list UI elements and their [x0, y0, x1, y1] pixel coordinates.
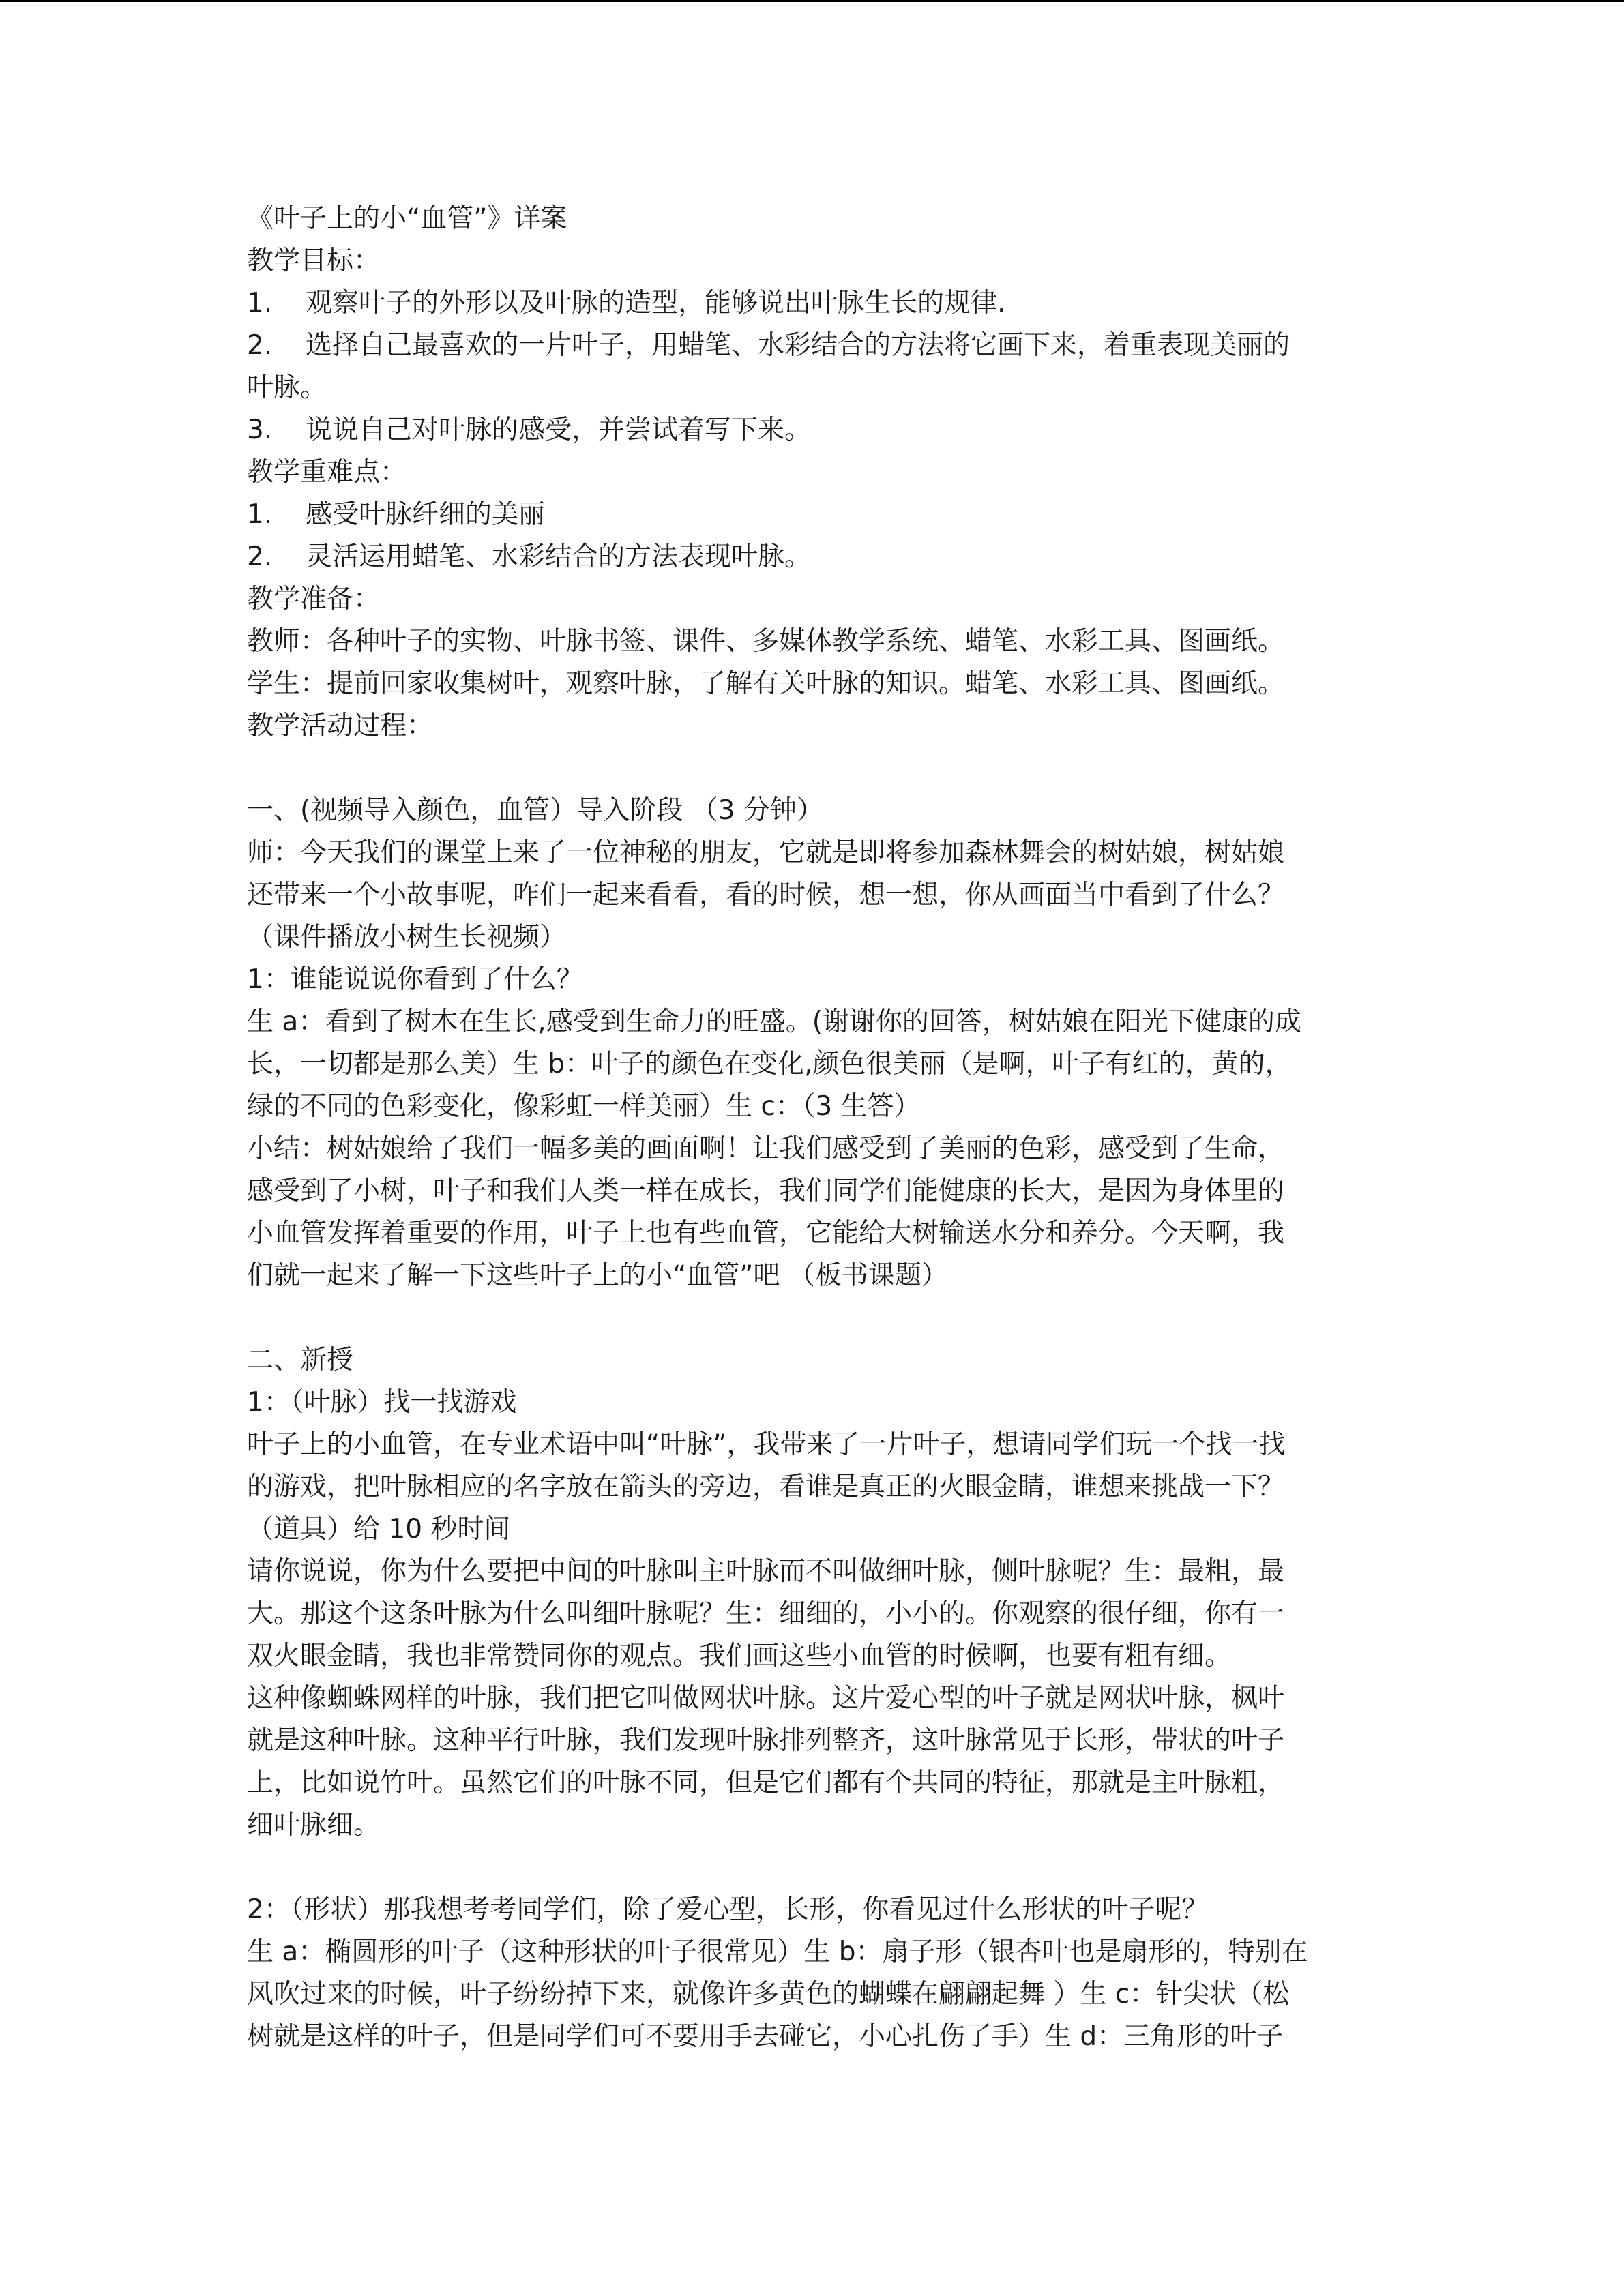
section2-line: 双火眼金睛，我也非常赞同你的观点。我们画这些小血管的时候啊，也要有粗有细。 [247, 1641, 1232, 1671]
keypoint-item [247, 494, 1379, 536]
process-heading: 教学活动过程： [247, 711, 434, 741]
section1-line: 1：谁能说说你看到了什么？ [247, 964, 583, 995]
section3-line: 生 a：椭圆形的叶子（这种形状的叶子很常见）生 b：扇子形（银杏叶也是扇形的，特别在 [247, 1937, 1308, 1967]
document-body [247, 198, 1379, 2058]
objective-item [247, 409, 1379, 451]
section2-line: 细叶脉细。 [247, 1810, 381, 1840]
keypoint-text: 感受叶脉纤细的美丽 [306, 499, 546, 530]
section2-line: 上，比如说竹叶。虽然它们的叶脉不同，但是它们都有个共同的特征，那就是主叶脉粗， [247, 1768, 1285, 1798]
page-top-border [0, 0, 1624, 2]
section2-line: 大。那这个这条叶脉为什么叫细叶脉呢？生：细细的，小小的。你观察的很仔细，你有一 [247, 1598, 1285, 1629]
document-title: 《叶子上的小“血管”》详案 [247, 203, 567, 234]
objectives-heading: 教学目标： [247, 245, 381, 276]
section1-line: 们就一起来了解一下这些叶子上的小“血管”吧 （板书课题） [247, 1260, 948, 1291]
section1-line: 一、(视频导入颜色，血管）导入阶段 （3 分钟） [247, 795, 823, 826]
keypoint-text: 灵活运用蜡笔、水彩结合的方法表现叶脉。 [306, 541, 812, 572]
section1-line: 生 a：看到了树木在生长,感受到生命力的旺盛。(谢谢你的回答，树姑娘在阳光下健康的成 [247, 1007, 1301, 1037]
section1-line: 师：今天我们的课堂上来了一位神秘的朋友，它就是即将参加森林舞会的树姑娘，树姑娘 [247, 837, 1285, 868]
section2-line: 的游戏，把叶脉相应的名字放在箭头的旁边，看谁是真正的火眼金睛，谁想来挑战一下？ [247, 1472, 1285, 1502]
section3-line: 树就是这样的叶子，但是同学们可不要用手去碰它，小心扎伤了手）生 d：三角形的叶子 [247, 2021, 1284, 2052]
section2-line: （道具）给 10 秒时间 [247, 1514, 511, 1545]
objective-number: 2. [247, 330, 273, 361]
objective-item [247, 282, 1379, 325]
section2-line: 二、新授 [247, 1345, 354, 1375]
section2-line: 叶子上的小血管，在专业术语中叫“叶脉”，我带来了一片叶子，想请同学们玩一个找一找 [247, 1429, 1286, 1460]
section3-line: 风吹过来的时候，叶子纷纷掉下来，就像许多黄色的蝴蝶在翩翩起舞 ）生 c：针尖状（松 [247, 1979, 1290, 2010]
section1-line: 绿的不同的色彩变化，像彩虹一样美丽）生 c：（3 生答） [247, 1091, 921, 1122]
paragraph-gap [247, 1297, 1379, 1339]
preparation-teacher: 教师：各种叶子的实物、叶脉书签、课件、多媒体教学系统、蜡笔、水彩工具、图画纸。 [247, 626, 1285, 657]
section1-line: 感受到了小树，叶子和我们人类一样在成长，我们同学们能健康的长大，是因为身体里的 [247, 1176, 1285, 1206]
objective-item [247, 325, 1379, 367]
objective-continuation: 叶脉。 [247, 372, 327, 403]
keypoint-number: 2. [247, 541, 273, 572]
objective-text: 观察叶子的外形以及叶脉的造型，能够说出叶脉生长的规律. [306, 288, 1006, 318]
section3-line: 2：（形状）那我想考考同学们，除了爱心型，长形，你看见过什么形状的叶子呢？ [247, 1894, 1209, 1925]
section1-line: 小血管发挥着重要的作用，叶子上也有些血管，它能给大树输送水分和养分。今天啊，我 [247, 1218, 1285, 1249]
section1-line: 长，一切都是那么美）生 b：叶子的颜色在变化,颜色很美丽（是啊，叶子有红的，黄的， [247, 1049, 1292, 1079]
section2-line: 这种像蜘蛛网样的叶脉，我们把它叫做网状叶脉。这片爱心型的叶子就是网状叶脉，枫叶 [247, 1683, 1285, 1714]
paragraph-gap [247, 747, 1379, 790]
section1-line: 还带来一个小故事呢，咋们一起来看看，看的时候，想一想，你从画面当中看到了什么？ [247, 880, 1285, 910]
preparation-heading: 教学准备： [247, 584, 381, 614]
objective-text: 说说自己对叶脉的感受，并尝试着写下来。 [306, 415, 812, 445]
preparation-student: 学生：提前回家收集树叶，观察叶脉，了解有关叶脉的知识。蜡笔、水彩工具、图画纸。 [247, 668, 1285, 699]
paragraph-gap [247, 1847, 1379, 1889]
section2-line: 就是这种叶脉。这种平行叶脉，我们发现叶脉排列整齐，这叶脉常见于长形，带状的叶子 [247, 1725, 1285, 1756]
objective-number: 1. [247, 288, 273, 318]
section1-line: 小结：树姑娘给了我们一幅多美的画面啊！让我们感受到了美丽的色彩，感受到了生命， [247, 1133, 1285, 1164]
keypoint-item [247, 536, 1379, 578]
section2-line: 1：（叶脉）找一找游戏 [247, 1387, 517, 1418]
keypoint-number: 1. [247, 499, 273, 530]
section1-line: （课件播放小树生长视频） [247, 922, 567, 953]
objective-number: 3. [247, 415, 273, 445]
section2-line: 请你说说，你为什么要把中间的叶脉叫主叶脉而不叫做细叶脉，侧叶脉呢？生：最粗，最 [247, 1556, 1285, 1587]
objective-text: 选择自己最喜欢的一片叶子，用蜡笔、水彩结合的方法将它画下来，着重表现美丽的 [306, 330, 1290, 361]
keypoints-heading: 教学重难点： [247, 457, 407, 488]
